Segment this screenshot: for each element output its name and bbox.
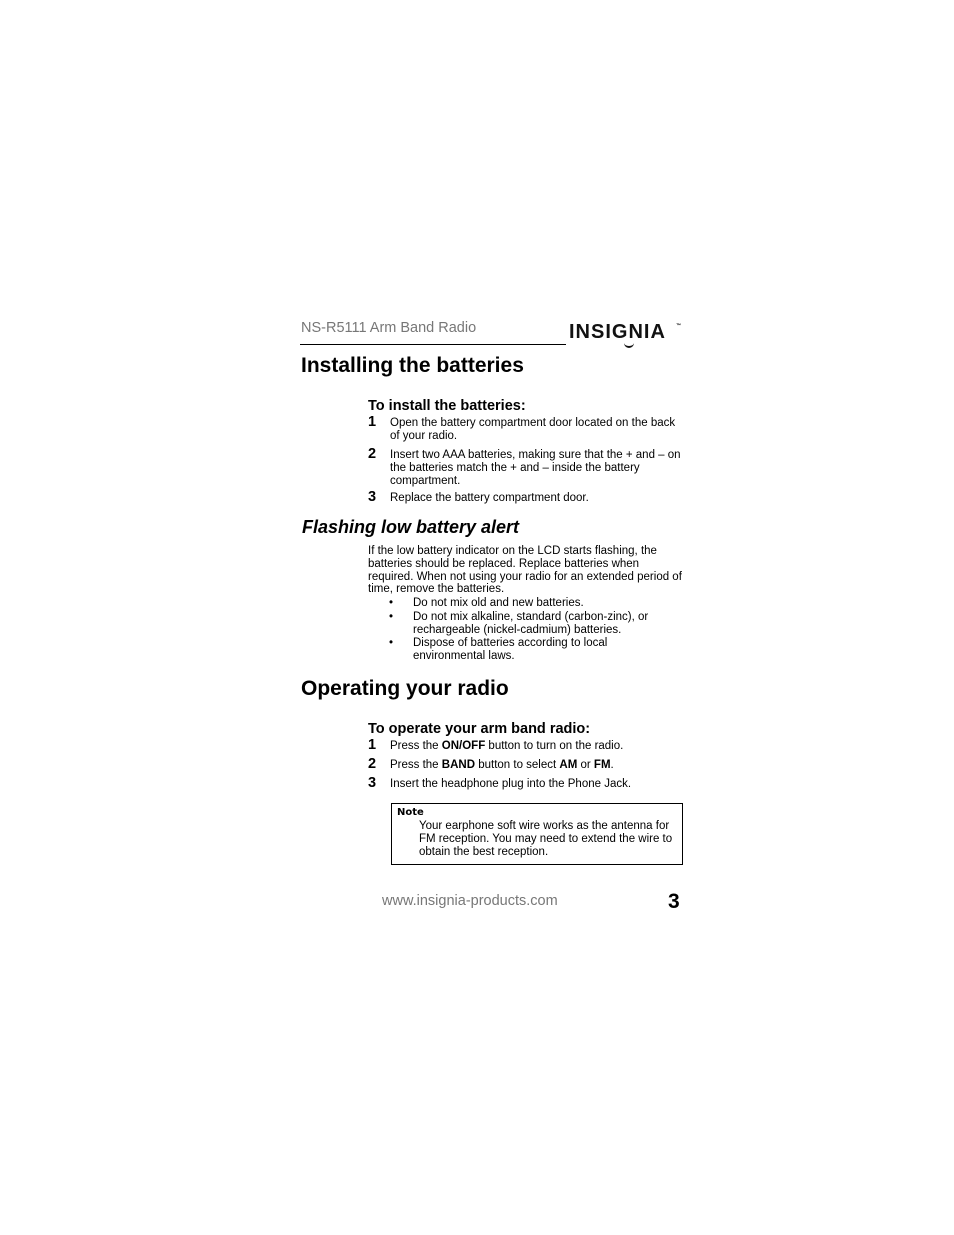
- section-heading-installing: Installing the batteries: [301, 354, 524, 377]
- subsection-heading-low-battery: Flashing low battery alert: [302, 517, 520, 537]
- logo-text: INSIGNIA: [569, 321, 666, 343]
- note-box: [391, 803, 683, 865]
- note-label: Note: [397, 807, 424, 818]
- header-title: NS-R5111 Arm Band Radio: [301, 320, 477, 336]
- fm-label: FM: [593, 759, 611, 771]
- bullet-marker: •: [389, 611, 394, 623]
- step-text: Press the BAND button to select AM or FM.: [390, 759, 614, 771]
- step-text: Insert two AAA batteries, making sure that the + and – on the batteries match the + and – inside the battery compartment.: [390, 449, 681, 487]
- band-label: BAND: [441, 759, 476, 771]
- header-rule: [300, 344, 566, 345]
- step-text: Open the battery compartment door located on the back of your radio.: [390, 417, 676, 442]
- step-text: Press the ON/OFF button to turn on the radio.: [390, 740, 624, 752]
- bullet-text: Do not mix old and new batteries.: [413, 597, 584, 609]
- procedure-title-install: To install the batteries:: [368, 398, 526, 414]
- logo-trademark: ™: [676, 323, 681, 329]
- bullet-text: Dispose of batteries according to local environmental laws.: [413, 637, 608, 662]
- page-number: 3: [668, 890, 680, 913]
- procedure-title-operate: To operate your arm band radio:: [368, 721, 591, 737]
- step-number: 3: [368, 775, 377, 791]
- step-number: 3: [368, 489, 377, 505]
- section-heading-operating: Operating your radio: [301, 677, 509, 700]
- bullet-marker: •: [389, 597, 394, 609]
- bullet-marker: •: [389, 637, 394, 649]
- am-label: AM: [559, 759, 578, 771]
- on-off-label: ON/OFF: [441, 740, 486, 752]
- footer-url: www.insignia-products.com: [382, 893, 558, 909]
- low-battery-paragraph: If the low battery indicator on the LCD starts flashing, the batteries should be replaced. Replace batteries when required. When not using your radio for an extended period of time, remove the batteries.: [368, 545, 682, 596]
- logo-arc: [624, 341, 634, 348]
- bullet-text: Do not mix alkaline, standard (carbon-zinc), or rechargeable (nickel-cadmium) batteries.: [413, 611, 649, 636]
- step-text: Insert the headphone plug into the Phone Jack.: [390, 778, 632, 790]
- step-number: 1: [368, 737, 377, 753]
- step-number: 1: [368, 414, 377, 430]
- step-number: 2: [368, 446, 377, 462]
- step-number: 2: [368, 756, 377, 772]
- step-text: Replace the battery compartment door.: [390, 492, 589, 504]
- note-text: Your earphone soft wire works as the antenna for FM reception. You may need to extend the wire to obtain the best reception.: [419, 820, 673, 858]
- insignia-logo: [569, 318, 683, 350]
